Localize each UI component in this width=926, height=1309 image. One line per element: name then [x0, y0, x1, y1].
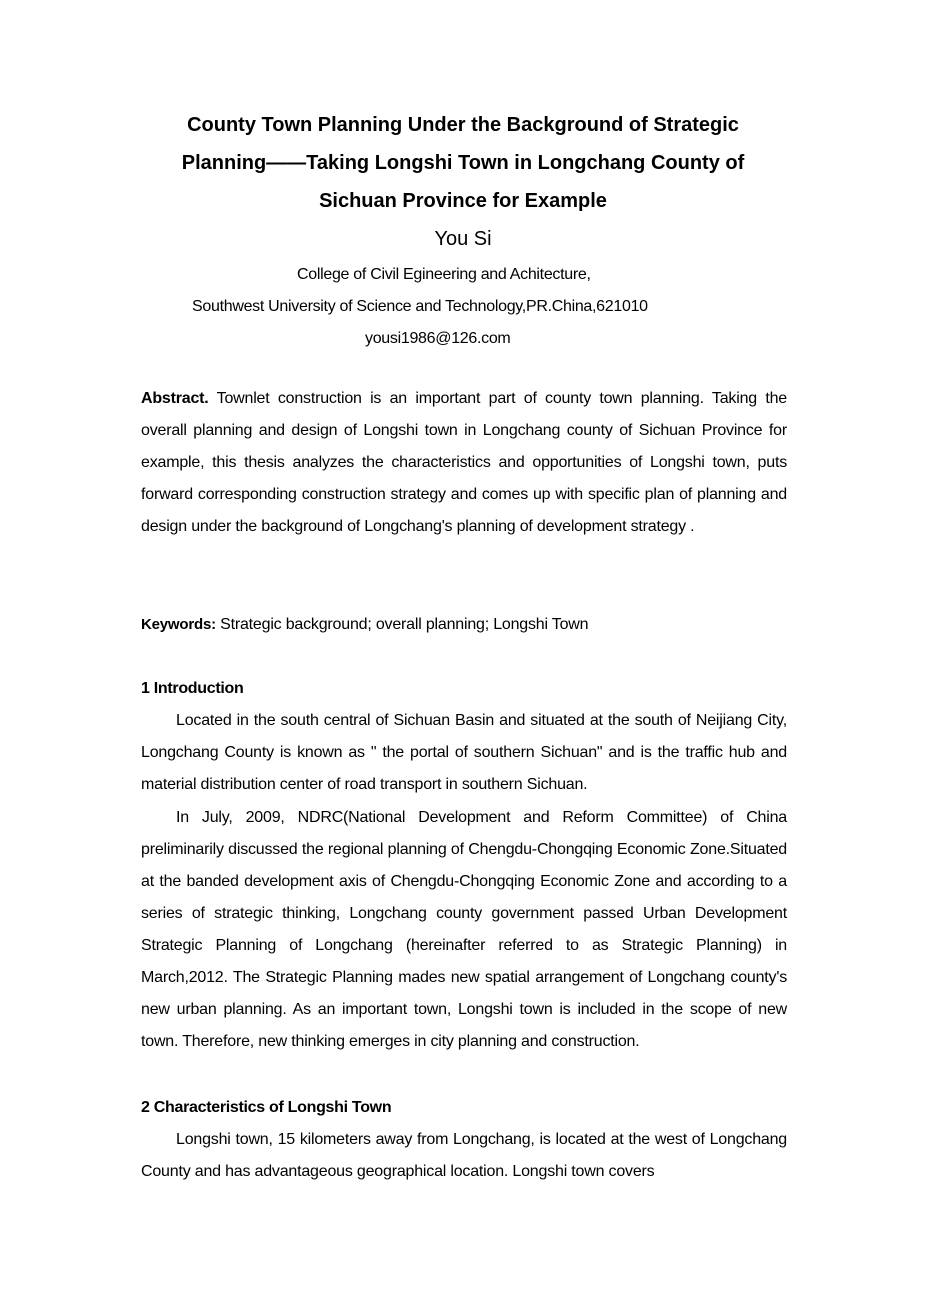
section-heading-characteristics: 2 Characteristics of Longshi Town: [141, 1099, 392, 1116]
abstract-text: Townlet construction is an important part of county town planning. Taking the overall planning and design of Longshi town in Longchang county of Sichuan Province for example, this thesis analyzes the characteristics and opportunities of Longshi town, puts forward corresponding construction strategy and comes up with specific plan of planning and design under the background of Longchang's planning of development strategy .: [141, 390, 787, 535]
author-name: You Si: [434, 228, 492, 250]
title-line-3: Sichuan Province for Example: [319, 190, 607, 212]
keywords: [141, 609, 787, 641]
keywords-text: Strategic background; overall planning; Longshi Town: [220, 616, 589, 633]
affiliation-university: Southwest University of Science and Technology,PR.China,621010: [192, 298, 648, 315]
affiliation-college: College of Civil Egineering and Achitecture,: [297, 266, 591, 283]
section-heading-introduction: 1 Introduction: [141, 680, 244, 697]
introduction-paragraph-2: In July, 2009, NDRC(National Development and Reform Committee) of China preliminarily discussed the regional planning of Chengdu-Chongqing Economic Zone.Situated at the banded development axis of Chengdu-Chongqing Economic Zone and according to a series of strategic thinking, Longchang county government passed Urban Development Strategic Planning of Longchang (hereinafter referred to as Strategic Planning) in March,2012. The Strategic Planning mades new spatial arrangement of Longchang county's new urban planning. As an important town, Longshi town is included in the scope of new town. Therefore, new thinking emerges in city planning and construction.: [141, 809, 787, 1050]
abstract-label: Abstract.: [141, 390, 209, 407]
title-line-1: County Town Planning Under the Background of Strategic: [187, 114, 739, 136]
characteristics-paragraph-1: Longshi town, 15 kilometers away from Longchang, is located at the west of Longchang County and has advantageous geographical location. Longshi town covers: [141, 1131, 787, 1180]
keywords-label: Keywords:: [141, 616, 216, 633]
title-line-2: Planning——Taking Longshi Town in Longchang County of: [181, 152, 745, 174]
introduction-paragraph-1: Located in the south central of Sichuan Basin and situated at the south of Neijiang City, Longchang County is known as " the portal of southern Sichuan" and is the traffic hub and material distribution center of road transport in southern Sichuan.: [141, 712, 787, 793]
abstract: [141, 383, 787, 543]
author-email: yousi1986@126.com: [365, 330, 511, 347]
